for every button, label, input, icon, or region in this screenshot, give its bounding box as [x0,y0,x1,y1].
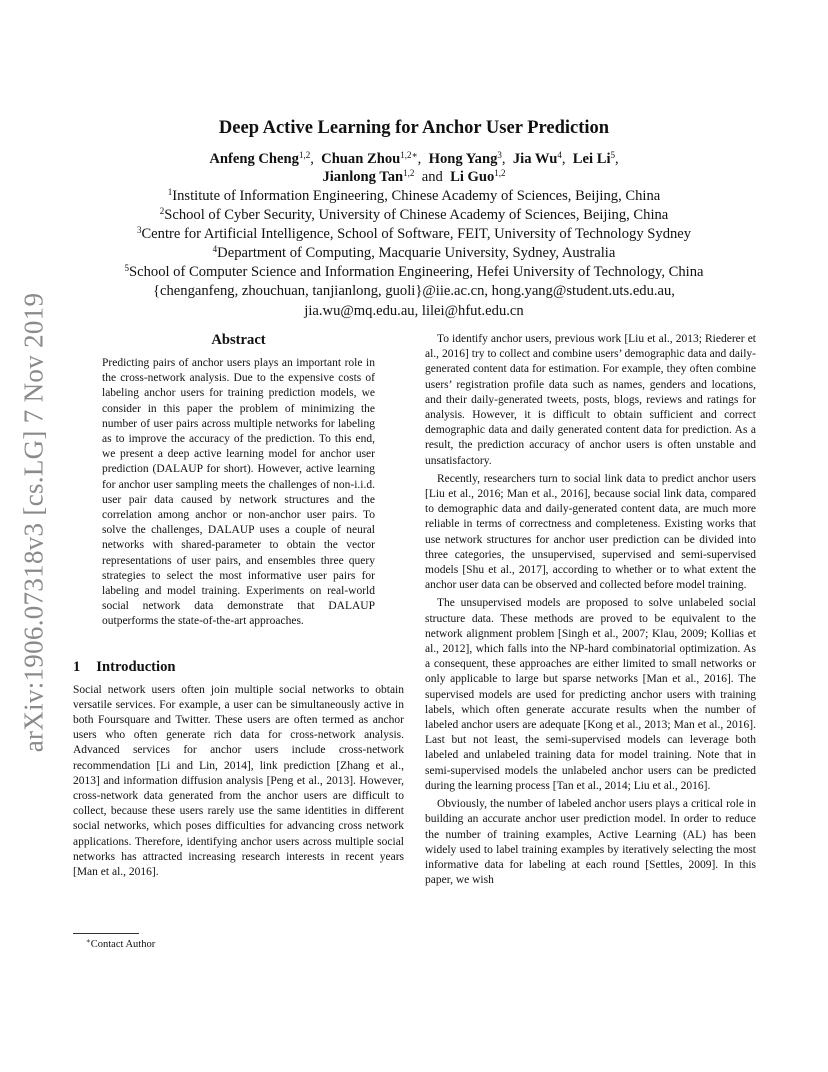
abstract-heading: Abstract [211,332,266,348]
body-paragraph: The unsupervised models are proposed to solve unlabeled social structure data. These methods are proved to be equivalent to the network alignment problem [Singh et al., 2007; Klau, 2009; Kollias et al., 2012], which falls into the NP-hard combinatorial optimization. As a consequent, these approaches are either limited to small networks or only applicable to large but sparse networks [Man et al., 2016]. The supervised models are used for predicting anchor users with training labels, which often generate accurate results when the number of labeled anchor users are adequate [Kong et al., 2013; Man et al., 2016]. Last but not least, the semi-supervised models can leverage both labeled and unlabeled training data for model training. Note that in semi-supervised models the unlabeled anchor users can be predicted during the learning process [Tan et al., 2014; Liu et al., 2016]. [425,597,756,792]
intro-paragraph: Social network users often join multiple social networks to obtain versatile services. For example, a user can be simultaneously active in both Foursquare and Twitter. These users are often termed as anchor users who often generate rich data for cross-network analysis. Advanced services for anchor users include cross-network recommendation [Li and Lin, 2014], link prediction [Zhang et al., 2013] and information diffusion analysis [Peng et al., 2013]. However, cross-network data generated from the anchor users are difficult to collect, because these users rarely use the same identities in different social networks, which poses difficulties for advancing cross network applications. Therefore, identifying anchor users across multiple social networks has attracted increasing research interests in recent years [Man et al., 2016]. [73,683,404,879]
author-name: Li Guo [450,169,495,185]
affiliation-list [0,187,828,321]
affiliation-sup: 3 [136,225,142,236]
body-paragraph: Recently, researchers turn to social link data to predict anchor users [Liu et al., 2016; Man et al., 2016], because social link data, compared to demographic data and daily-generated content data, are much more reliable in terms of correctness and completeness. Existing works that use network structures for anchor user prediction can be divided into three categories, the unsupervised, supervised and semi-supervised models [Shu et al., 2017], according to whether or to what extent the anchor user data can be observed and collected before model training. [425,472,756,592]
author-sup: 4 [557,150,562,160]
author-name: Chuan Zhou [321,151,401,167]
right-column [425,332,756,891]
paper-title: Deep Active Learning for Anchor User Prediction [218,118,610,138]
author-sup: 1,2 [403,168,415,178]
affiliation [0,206,828,225]
left-column [73,332,404,880]
affiliation-sup: 5 [124,263,129,274]
author-sup: 1,2 [298,150,311,160]
author-name: Anfeng Cheng [209,151,299,167]
author-sup: 1,2 [494,168,506,178]
section-title: Introduction [96,658,176,675]
affiliation-sup: 2 [159,206,165,217]
abstract-text: Predicting pairs of anchor users plays an important role in the cross-network analysis. Due to the expensive costs of labeling anchor users for training prediction models, we consider in this paper the problem of minimizing the number of user pairs across multiple networks for labeling as to improve the accuracy of the prediction. To this end, we present a deep active learning model for anchor user prediction (DALAUP for short). However, active learning for anchor user sampling meets the challenges of non-i.i.d. user pair data caused by network structures and the correlation among anchor or non-anchor user pairs. To solve the challenges, DALAUP uses a couple of neural networks with shared-parameter to obtain the vector representations of user pairs, and ensembles three query strategies to select the most informative user pairs for labeling and model training. Experiments on real-world social network data demonstrate that DALAUP outperforms the state-of-the-art approaches. [102,357,375,628]
body-paragraph: To identify anchor users, previous work [Liu et al., 2013; Riederer et al., 2016] try to collect and combine users’ demographic data and daily-generated content data for estimation. For example, they often combine users’ registration profile data such as names, genders and locations, and their daily-generated tweets, posts, blogs, reviews and ratings for analysis. However, it is difficult to obtain sufficient and correct demographic data and daily generated content data for prediction. As a result, the prediction accuracy of anchor users is often unstable and unsatisfactory. [425,333,756,467]
section-number: 1 [73,658,81,675]
authors-and: and [421,169,443,185]
affiliation [0,225,828,244]
affiliation [0,263,828,282]
affiliation-text: Institute of Information Engineering, Chinese Academy of Sciences, Beijing, China [172,188,661,204]
affiliation-text: School of Computer Science and Information Engineering, Hefei University of Technology, China [129,264,704,281]
affiliation-sup: 1 [167,187,173,197]
footnote-mark: ∗ [86,937,91,945]
author-sup: 3 [497,150,502,160]
email-line-2: jia.wu@mq.edu.au, lilei@hfut.edu.cn [304,302,524,319]
affiliation-text: Department of Computing, Macquarie University, Sydney, Australia [217,245,616,262]
affiliation-sup: 4 [212,244,218,255]
author-name: Lei Li [572,151,611,167]
author-sup: 1,2∗ [400,150,418,160]
footnote [86,939,155,950]
affiliation-text: School of Cyber Security, University of Chinese Academy of Sciences, Beijing, China [164,207,669,224]
arxiv-stamp-sidebar [12,287,56,757]
arxiv-stamp: arXiv:1906.07318v3 [cs.LG] 7 Nov 2019 [18,292,49,752]
section-heading-introduction [73,659,404,676]
body-paragraph: Obviously, the number of labeled anchor users plays a critical role in building an accurate anchor user prediction model. In order to reduce the number of training examples, Active Learning (AL) has been widely used to label training examples by iteratively selecting the most informative data for labeling at each round [Settles, 2009]. In this paper, we wish [425,798,756,887]
affiliation [0,187,828,206]
author-sup: 5 [610,150,615,160]
footnote-text: Contact Author [90,939,156,950]
email-line-1: {chenganfeng, zhouchuan, tanjianlong, guoli}@iie.ac.cn, hong.yang@student.uts.edu.au, [153,283,675,300]
affiliation [0,244,828,263]
author-list [0,150,828,186]
author-name: Jia Wu [512,151,558,167]
author-name: Hong Yang [428,151,498,167]
author-line-1: Anfeng Cheng$^{1,2}$, Chuan Zhou$^{1,2∗}$, Hong Yang$^3$, Jia Wu$^4$, Lei Li$^5$, [209,150,619,167]
footnote-rule [73,933,139,934]
affiliation-text: Centre for Artificial Intelligence, School of Software, FEIT, University of Technology Sydney [141,226,692,243]
author-name: Jianlong Tan [322,169,404,185]
author-line-2 [0,168,828,186]
